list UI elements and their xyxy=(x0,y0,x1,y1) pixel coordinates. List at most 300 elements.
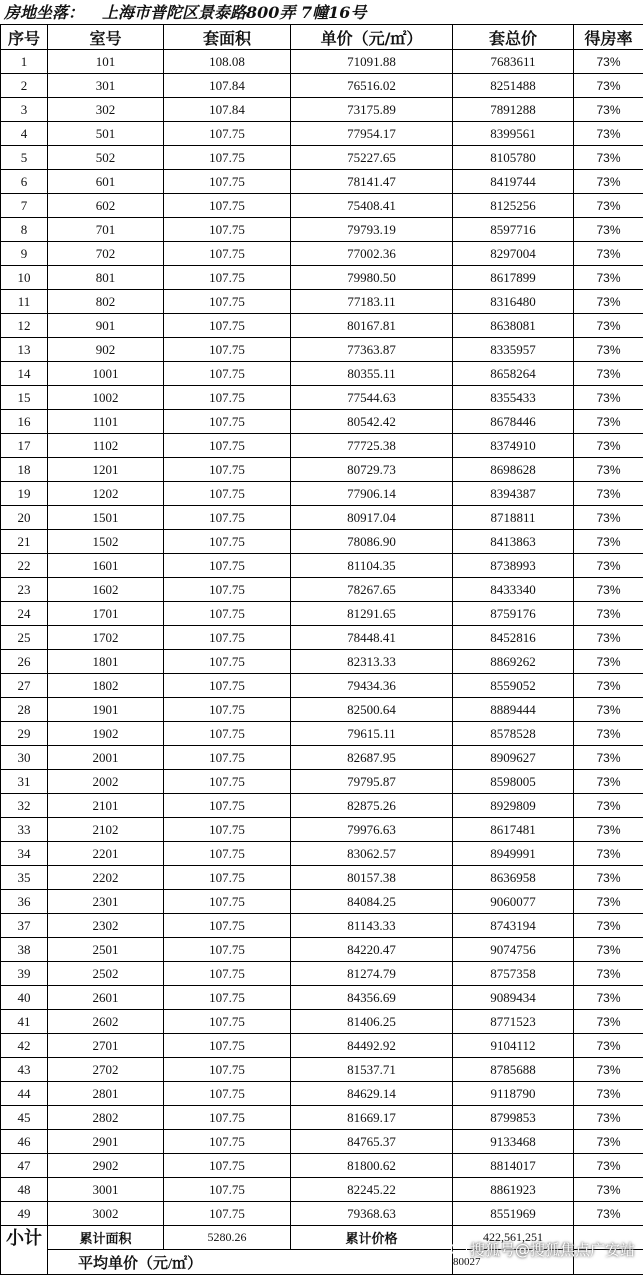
average-price-label: 平均单价（元/㎡） xyxy=(48,1250,453,1275)
cell-index: 46 xyxy=(1,1130,48,1154)
table-row xyxy=(1,1106,643,1130)
cell-index: 4 xyxy=(1,122,48,146)
cell-total-price: 8718811 xyxy=(453,506,574,530)
cell-total-price: 8617899 xyxy=(453,266,574,290)
cell-area: 107.75 xyxy=(164,914,291,938)
cell-efficiency: 73% xyxy=(574,1106,643,1130)
cell-area: 107.75 xyxy=(164,194,291,218)
table-row xyxy=(1,1202,643,1226)
cell-area: 107.75 xyxy=(164,1178,291,1202)
sohu-logo-icon xyxy=(451,1241,467,1257)
cell-room: 2301 xyxy=(48,890,164,914)
cell-room: 1202 xyxy=(48,482,164,506)
cell-room: 2201 xyxy=(48,842,164,866)
cell-unit-price: 80917.04 xyxy=(291,506,453,530)
table-row xyxy=(1,74,643,98)
cell-area: 107.75 xyxy=(164,242,291,266)
cell-area: 107.75 xyxy=(164,674,291,698)
cell-unit-price: 77002.36 xyxy=(291,242,453,266)
cell-index: 44 xyxy=(1,1082,48,1106)
cell-index: 9 xyxy=(1,242,48,266)
table-row xyxy=(1,290,643,314)
table-row xyxy=(1,530,643,554)
cell-efficiency: 73% xyxy=(574,218,643,242)
cell-index: 47 xyxy=(1,1154,48,1178)
cell-unit-price: 81537.71 xyxy=(291,1058,453,1082)
cell-room: 1801 xyxy=(48,650,164,674)
cell-unit-price: 84765.37 xyxy=(291,1130,453,1154)
cell-index: 42 xyxy=(1,1034,48,1058)
table-row xyxy=(1,986,643,1010)
cell-room: 2501 xyxy=(48,938,164,962)
cell-area: 107.75 xyxy=(164,506,291,530)
cell-total-price: 7891288 xyxy=(453,98,574,122)
cell-unit-price: 71091.88 xyxy=(291,50,453,74)
table-row xyxy=(1,266,643,290)
cell-efficiency: 73% xyxy=(574,1178,643,1202)
cell-unit-price: 78086.90 xyxy=(291,530,453,554)
cell-index: 17 xyxy=(1,434,48,458)
cell-efficiency: 73% xyxy=(574,650,643,674)
cell-room: 502 xyxy=(48,146,164,170)
cell-room: 1601 xyxy=(48,554,164,578)
cell-efficiency: 73% xyxy=(574,842,643,866)
cell-total-price: 8399561 xyxy=(453,122,574,146)
table-row xyxy=(1,242,643,266)
cell-total-price: 8452816 xyxy=(453,626,574,650)
cell-index: 5 xyxy=(1,146,48,170)
cell-area: 107.75 xyxy=(164,794,291,818)
table-row xyxy=(1,410,643,434)
cell-room: 1002 xyxy=(48,386,164,410)
cell-unit-price: 82875.26 xyxy=(291,794,453,818)
cell-room: 2001 xyxy=(48,746,164,770)
table-row xyxy=(1,674,643,698)
cell-efficiency: 73% xyxy=(574,986,643,1010)
cell-index: 10 xyxy=(1,266,48,290)
table-row xyxy=(1,1034,643,1058)
cell-room: 2701 xyxy=(48,1034,164,1058)
cell-area: 107.75 xyxy=(164,122,291,146)
cell-total-price: 8597716 xyxy=(453,218,574,242)
cell-efficiency: 73% xyxy=(574,314,643,338)
cell-area: 107.75 xyxy=(164,722,291,746)
cell-area: 107.75 xyxy=(164,1202,291,1226)
cell-total-price: 8297004 xyxy=(453,242,574,266)
cell-unit-price: 77363.87 xyxy=(291,338,453,362)
cell-efficiency: 73% xyxy=(574,818,643,842)
cell-unit-price: 81104.35 xyxy=(291,554,453,578)
cell-room: 301 xyxy=(48,74,164,98)
cell-index: 28 xyxy=(1,698,48,722)
cell-total-price: 8909627 xyxy=(453,746,574,770)
cell-area: 107.75 xyxy=(164,146,291,170)
cell-room: 2601 xyxy=(48,986,164,1010)
cell-unit-price: 84492.92 xyxy=(291,1034,453,1058)
cell-total-price: 8316480 xyxy=(453,290,574,314)
cell-index: 16 xyxy=(1,410,48,434)
cell-area: 107.75 xyxy=(164,530,291,554)
cell-total-price: 8251488 xyxy=(453,74,574,98)
cell-area: 107.75 xyxy=(164,218,291,242)
cell-total-price: 8636958 xyxy=(453,866,574,890)
cell-efficiency: 73% xyxy=(574,386,643,410)
cell-index: 24 xyxy=(1,602,48,626)
cell-unit-price: 82313.33 xyxy=(291,650,453,674)
cell-efficiency: 73% xyxy=(574,722,643,746)
cell-unit-price: 77544.63 xyxy=(291,386,453,410)
cell-area: 107.75 xyxy=(164,482,291,506)
document-title xyxy=(4,2,366,24)
cell-area: 107.84 xyxy=(164,74,291,98)
cell-efficiency: 73% xyxy=(574,146,643,170)
cell-room: 1001 xyxy=(48,362,164,386)
cell-room: 1102 xyxy=(48,434,164,458)
table-row xyxy=(1,362,643,386)
price-table xyxy=(0,24,643,1275)
table-row xyxy=(1,602,643,626)
col-header-efficiency: 得房率 xyxy=(574,25,643,50)
cell-index: 22 xyxy=(1,554,48,578)
table-row xyxy=(1,218,643,242)
cell-unit-price: 80157.38 xyxy=(291,866,453,890)
cell-total-price: 8743194 xyxy=(453,914,574,938)
cell-index: 20 xyxy=(1,506,48,530)
cell-index: 15 xyxy=(1,386,48,410)
cell-total-price: 8335957 xyxy=(453,338,574,362)
watermark xyxy=(451,1239,635,1260)
cell-total-price: 8413863 xyxy=(453,530,574,554)
cell-unit-price: 84220.47 xyxy=(291,938,453,962)
cell-index: 1 xyxy=(1,50,48,74)
cell-room: 3002 xyxy=(48,1202,164,1226)
cell-area: 107.75 xyxy=(164,1130,291,1154)
title-label: 房地坐落： xyxy=(4,3,84,22)
cell-unit-price: 77183.11 xyxy=(291,290,453,314)
cell-unit-price: 81274.79 xyxy=(291,962,453,986)
cell-index: 11 xyxy=(1,290,48,314)
cell-unit-price: 81143.33 xyxy=(291,914,453,938)
cell-index: 49 xyxy=(1,1202,48,1226)
cell-unit-price: 79434.36 xyxy=(291,674,453,698)
cell-efficiency: 73% xyxy=(574,1130,643,1154)
total-area-label: 累计面积 xyxy=(48,1226,164,1250)
cell-index: 34 xyxy=(1,842,48,866)
cell-efficiency: 73% xyxy=(574,1058,643,1082)
cell-room: 1901 xyxy=(48,698,164,722)
table-row xyxy=(1,722,643,746)
cell-area: 107.75 xyxy=(164,890,291,914)
cell-unit-price: 80167.81 xyxy=(291,314,453,338)
cell-unit-price: 83062.57 xyxy=(291,842,453,866)
cell-room: 302 xyxy=(48,98,164,122)
cell-room: 2102 xyxy=(48,818,164,842)
col-header-index: 序号 xyxy=(1,25,48,50)
col-header-room: 室号 xyxy=(48,25,164,50)
cell-efficiency: 73% xyxy=(574,50,643,74)
table-row xyxy=(1,434,643,458)
cell-room: 1502 xyxy=(48,530,164,554)
cell-unit-price: 80729.73 xyxy=(291,458,453,482)
cell-room: 2002 xyxy=(48,770,164,794)
cell-room: 101 xyxy=(48,50,164,74)
cell-index: 38 xyxy=(1,938,48,962)
total-price-label: 累计价格 xyxy=(291,1226,453,1250)
cell-area: 107.75 xyxy=(164,1034,291,1058)
cell-efficiency: 73% xyxy=(574,938,643,962)
cell-index: 45 xyxy=(1,1106,48,1130)
cell-unit-price: 75408.41 xyxy=(291,194,453,218)
cell-index: 6 xyxy=(1,170,48,194)
cell-index: 36 xyxy=(1,890,48,914)
table-row xyxy=(1,650,643,674)
cell-unit-price: 82687.95 xyxy=(291,746,453,770)
cell-efficiency: 73% xyxy=(574,74,643,98)
cell-efficiency: 73% xyxy=(574,122,643,146)
cell-unit-price: 77954.17 xyxy=(291,122,453,146)
cell-efficiency: 73% xyxy=(574,1154,643,1178)
cell-efficiency: 73% xyxy=(574,602,643,626)
cell-area: 107.75 xyxy=(164,386,291,410)
table-row xyxy=(1,506,643,530)
cell-area: 107.75 xyxy=(164,434,291,458)
table-row xyxy=(1,1130,643,1154)
table-row xyxy=(1,1058,643,1082)
cell-efficiency: 73% xyxy=(574,914,643,938)
cell-unit-price: 78448.41 xyxy=(291,626,453,650)
cell-total-price: 9074756 xyxy=(453,938,574,962)
cell-area: 107.75 xyxy=(164,842,291,866)
cell-total-price: 8861923 xyxy=(453,1178,574,1202)
table-row xyxy=(1,578,643,602)
cell-efficiency: 73% xyxy=(574,626,643,650)
cell-total-price: 9104112 xyxy=(453,1034,574,1058)
subtotal-label: 小计 xyxy=(1,1226,48,1275)
table-row xyxy=(1,170,643,194)
cell-area: 107.75 xyxy=(164,746,291,770)
cell-area: 107.75 xyxy=(164,698,291,722)
cell-index: 30 xyxy=(1,746,48,770)
cell-efficiency: 73% xyxy=(574,674,643,698)
cell-total-price: 9089434 xyxy=(453,986,574,1010)
cell-efficiency: 73% xyxy=(574,1202,643,1226)
cell-room: 602 xyxy=(48,194,164,218)
table-row xyxy=(1,938,643,962)
cell-room: 1201 xyxy=(48,458,164,482)
cell-total-price: 8105780 xyxy=(453,146,574,170)
cell-efficiency: 73% xyxy=(574,578,643,602)
cell-total-price: 8785688 xyxy=(453,1058,574,1082)
cell-room: 1101 xyxy=(48,410,164,434)
cell-area: 108.08 xyxy=(164,50,291,74)
table-row xyxy=(1,794,643,818)
cell-unit-price: 79980.50 xyxy=(291,266,453,290)
cell-index: 39 xyxy=(1,962,48,986)
cell-total-price: 8949991 xyxy=(453,842,574,866)
cell-index: 37 xyxy=(1,914,48,938)
cell-total-price: 8617481 xyxy=(453,818,574,842)
cell-unit-price: 82500.64 xyxy=(291,698,453,722)
table-row xyxy=(1,962,643,986)
cell-unit-price: 84084.25 xyxy=(291,890,453,914)
col-header-unit-price: 单价（元/㎡） xyxy=(291,25,453,50)
cell-room: 2801 xyxy=(48,1082,164,1106)
cell-room: 1701 xyxy=(48,602,164,626)
cell-unit-price: 80542.42 xyxy=(291,410,453,434)
cell-index: 33 xyxy=(1,818,48,842)
table-row xyxy=(1,338,643,362)
cell-efficiency: 73% xyxy=(574,338,643,362)
cell-area: 107.75 xyxy=(164,1058,291,1082)
cell-total-price: 9133468 xyxy=(453,1130,574,1154)
cell-area: 107.75 xyxy=(164,626,291,650)
cell-efficiency: 73% xyxy=(574,866,643,890)
cell-area: 107.75 xyxy=(164,938,291,962)
table-row xyxy=(1,1010,643,1034)
cell-area: 107.75 xyxy=(164,1082,291,1106)
cell-room: 901 xyxy=(48,314,164,338)
cell-efficiency: 73% xyxy=(574,482,643,506)
cell-efficiency: 73% xyxy=(574,170,643,194)
cell-total-price: 8757358 xyxy=(453,962,574,986)
cell-total-price: 8394387 xyxy=(453,482,574,506)
cell-unit-price: 76516.02 xyxy=(291,74,453,98)
cell-efficiency: 73% xyxy=(574,530,643,554)
cell-room: 2101 xyxy=(48,794,164,818)
cell-index: 41 xyxy=(1,1010,48,1034)
table-row xyxy=(1,146,643,170)
cell-room: 701 xyxy=(48,218,164,242)
table-row xyxy=(1,698,643,722)
table-row xyxy=(1,1154,643,1178)
cell-efficiency: 73% xyxy=(574,890,643,914)
cell-area: 107.75 xyxy=(164,962,291,986)
total-area-value: 5280.26 xyxy=(164,1226,291,1250)
cell-area: 107.75 xyxy=(164,458,291,482)
cell-total-price: 8799853 xyxy=(453,1106,574,1130)
cell-index: 43 xyxy=(1,1058,48,1082)
cell-total-price: 8598005 xyxy=(453,770,574,794)
table-row xyxy=(1,458,643,482)
cell-total-price: 8433340 xyxy=(453,578,574,602)
table-row xyxy=(1,626,643,650)
cell-index: 7 xyxy=(1,194,48,218)
cell-unit-price: 79615.11 xyxy=(291,722,453,746)
cell-unit-price: 75227.65 xyxy=(291,146,453,170)
cell-area: 107.75 xyxy=(164,1010,291,1034)
cell-area: 107.75 xyxy=(164,1106,291,1130)
cell-efficiency: 73% xyxy=(574,410,643,434)
cell-total-price: 8551969 xyxy=(453,1202,574,1226)
table-row xyxy=(1,386,643,410)
cell-area: 107.84 xyxy=(164,98,291,122)
table-row xyxy=(1,746,643,770)
cell-area: 107.75 xyxy=(164,770,291,794)
cell-index: 40 xyxy=(1,986,48,1010)
cell-total-price: 8698628 xyxy=(453,458,574,482)
cell-efficiency: 73% xyxy=(574,434,643,458)
cell-room: 2302 xyxy=(48,914,164,938)
cell-index: 14 xyxy=(1,362,48,386)
cell-index: 8 xyxy=(1,218,48,242)
cell-unit-price: 73175.89 xyxy=(291,98,453,122)
cell-area: 107.75 xyxy=(164,338,291,362)
cell-efficiency: 73% xyxy=(574,506,643,530)
cell-total-price: 8578528 xyxy=(453,722,574,746)
table-row xyxy=(1,818,643,842)
table-row xyxy=(1,1082,643,1106)
col-header-area: 套面积 xyxy=(164,25,291,50)
cell-area: 107.75 xyxy=(164,1154,291,1178)
table-row xyxy=(1,122,643,146)
cell-room: 3001 xyxy=(48,1178,164,1202)
table-row xyxy=(1,98,643,122)
cell-area: 107.75 xyxy=(164,650,291,674)
cell-total-price: 8559052 xyxy=(453,674,574,698)
cell-unit-price: 81291.65 xyxy=(291,602,453,626)
cell-room: 801 xyxy=(48,266,164,290)
cell-area: 107.75 xyxy=(164,170,291,194)
cell-efficiency: 73% xyxy=(574,770,643,794)
cell-unit-price: 81406.25 xyxy=(291,1010,453,1034)
cell-area: 107.75 xyxy=(164,362,291,386)
cell-efficiency: 73% xyxy=(574,98,643,122)
table-row xyxy=(1,770,643,794)
cell-total-price: 8355433 xyxy=(453,386,574,410)
cell-room: 2602 xyxy=(48,1010,164,1034)
cell-room: 1902 xyxy=(48,722,164,746)
cell-unit-price: 84629.14 xyxy=(291,1082,453,1106)
table-row xyxy=(1,1178,643,1202)
cell-total-price: 8889444 xyxy=(453,698,574,722)
cell-total-price: 8678446 xyxy=(453,410,574,434)
cell-room: 1501 xyxy=(48,506,164,530)
cell-area: 107.75 xyxy=(164,866,291,890)
table-row xyxy=(1,914,643,938)
cell-efficiency: 73% xyxy=(574,1082,643,1106)
cell-unit-price: 84356.69 xyxy=(291,986,453,1010)
cell-unit-price: 78141.47 xyxy=(291,170,453,194)
cell-total-price: 8929809 xyxy=(453,794,574,818)
cell-area: 107.75 xyxy=(164,314,291,338)
cell-room: 2902 xyxy=(48,1154,164,1178)
cell-area: 107.75 xyxy=(164,602,291,626)
total-price-value: 422,561,251 xyxy=(453,1226,574,1250)
cell-room: 501 xyxy=(48,122,164,146)
cell-total-price: 9060077 xyxy=(453,890,574,914)
cell-total-price: 9118790 xyxy=(453,1082,574,1106)
cell-room: 2502 xyxy=(48,962,164,986)
cell-efficiency: 73% xyxy=(574,746,643,770)
cell-index: 27 xyxy=(1,674,48,698)
cell-index: 48 xyxy=(1,1178,48,1202)
cell-total-price: 8869262 xyxy=(453,650,574,674)
cell-room: 2202 xyxy=(48,866,164,890)
cell-index: 23 xyxy=(1,578,48,602)
cell-efficiency: 73% xyxy=(574,290,643,314)
cell-efficiency: 73% xyxy=(574,458,643,482)
cell-total-price: 7683611 xyxy=(453,50,574,74)
table-row xyxy=(1,866,643,890)
cell-index: 26 xyxy=(1,650,48,674)
cell-efficiency: 73% xyxy=(574,962,643,986)
cell-unit-price: 78267.65 xyxy=(291,578,453,602)
cell-unit-price: 81800.62 xyxy=(291,1154,453,1178)
cell-efficiency: 73% xyxy=(574,362,643,386)
cell-total-price: 8738993 xyxy=(453,554,574,578)
cell-efficiency: 73% xyxy=(574,242,643,266)
cell-index: 29 xyxy=(1,722,48,746)
